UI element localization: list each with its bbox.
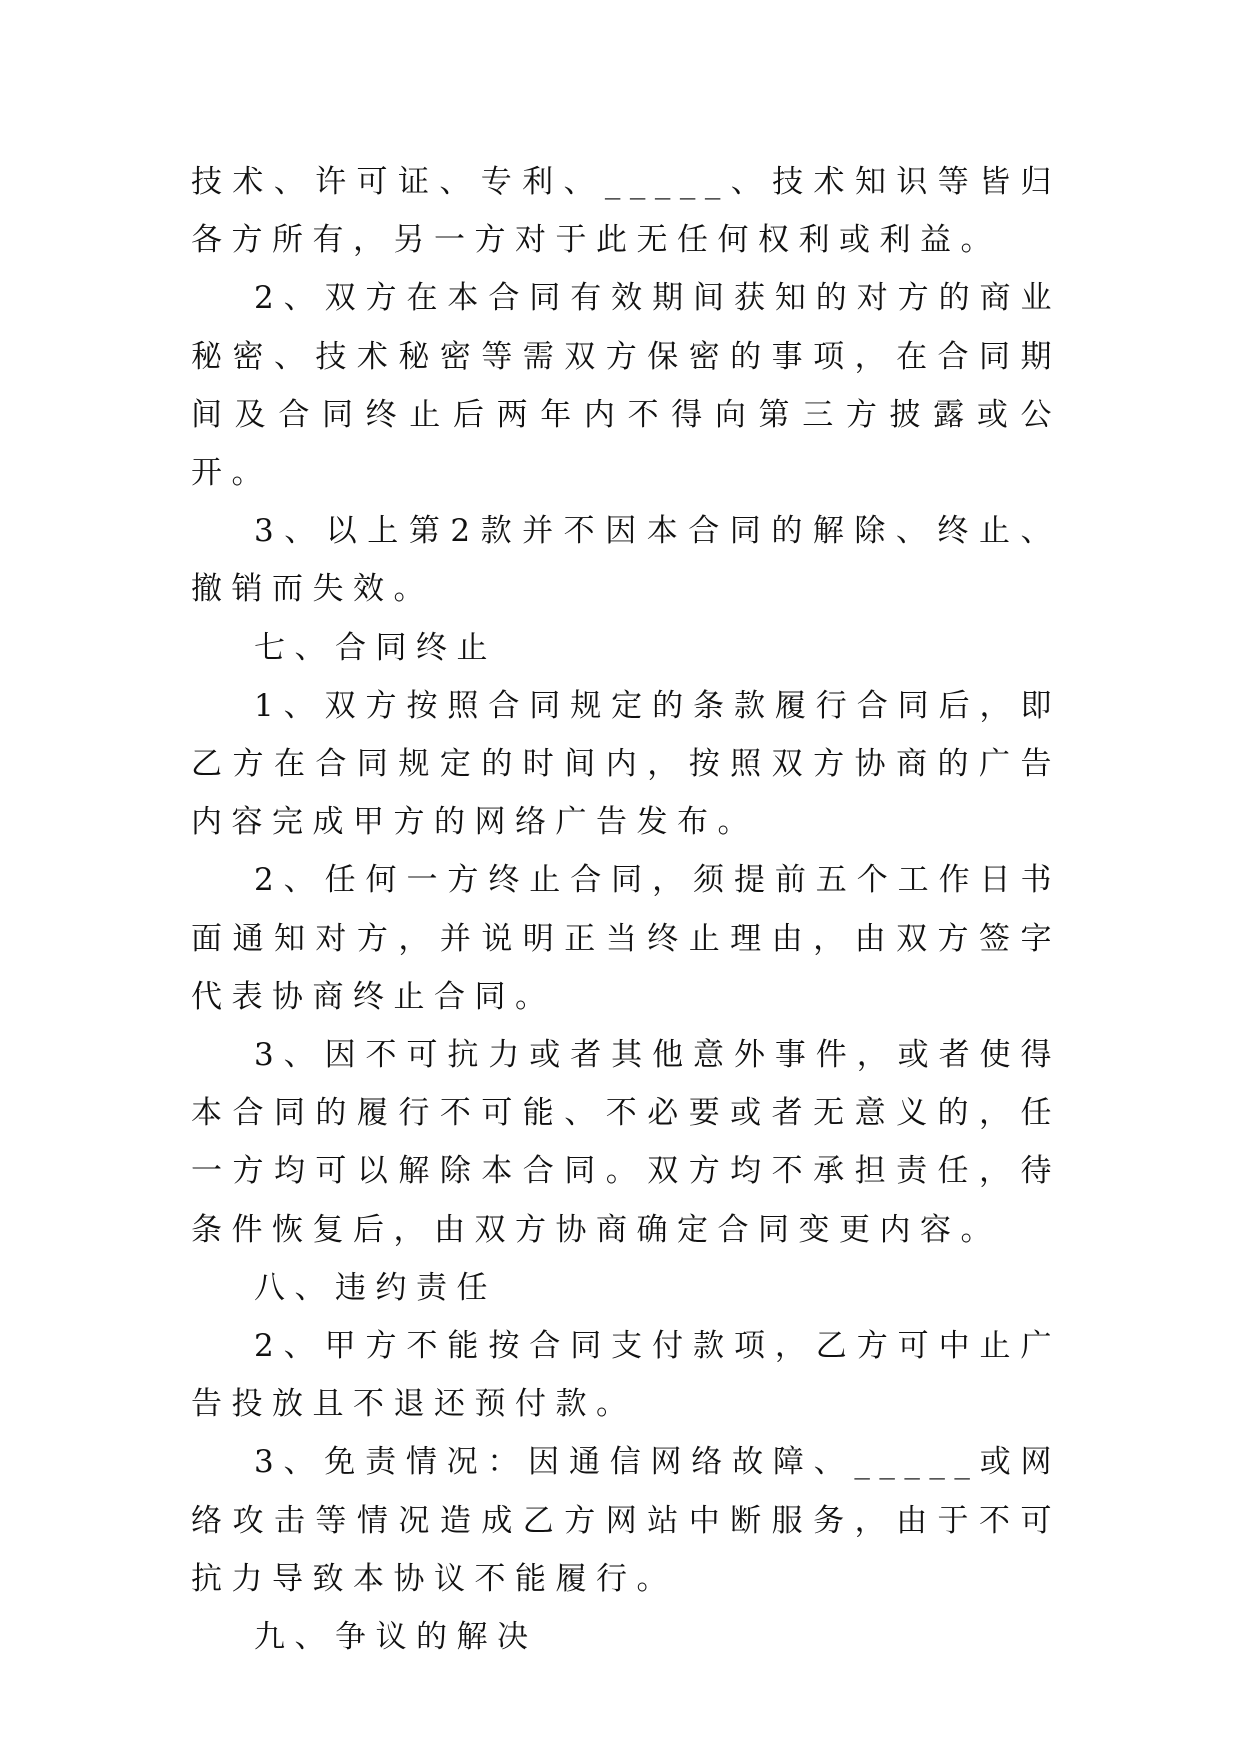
document-body bbox=[191, 153, 1061, 1666]
paragraph-exemption: 3、免责情况：因通信网络故障、_____或网络攻击等情况造成乙方网站中断服务，由于不可抗力导致本协议不能履行。 bbox=[191, 1444, 1061, 1597]
paragraph-confidentiality-term: 2、双方在本合同有效期间获知的对方的商业秘密、技术秘密等需双方保密的事项，在合同期间及合同终止后两年内不得向第三方披露或公开。 bbox=[191, 280, 1061, 492]
paragraph-termination-completion: 1、双方按照合同规定的条款履行合同后，即乙方在合同规定的时间内，按照双方协商的广告内容完成甲方的网络广告发布。 bbox=[191, 687, 1061, 841]
paragraph-payment-default: 2、甲方不能按合同支付款项，乙方可中止广告投放且不退还预付款。 bbox=[191, 1328, 1061, 1423]
section-heading-termination: 七、合同终止 bbox=[254, 629, 497, 666]
paragraph-force-majeure: 3、因不可抗力或者其他意外事件，或者使得本合同的履行不可能、不必要或者无意义的，任一方均可以解除本合同。双方均不承担责任，待条件恢复后，由双方协商确定合同变更内容。 bbox=[191, 1037, 1061, 1248]
section-heading-dispute-resolution: 九、争议的解决 bbox=[254, 1619, 538, 1656]
paragraph-ip-ownership-continued: 技术、许可证、专利、_____、技术知识等皆归各方所有，另一方对于此无任何权利或利益。 bbox=[191, 164, 1061, 259]
section-heading-liability: 八、违约责任 bbox=[254, 1269, 497, 1306]
paragraph-confidentiality-survival: 3、以上第2款并不因本合同的解除、终止、撤销而失效。 bbox=[191, 513, 1061, 608]
paragraph-termination-notice: 2、任何一方终止合同，须提前五个工作日书面通知对方，并说明正当终止理由，由双方签字代表协商终止合同。 bbox=[191, 862, 1061, 1015]
